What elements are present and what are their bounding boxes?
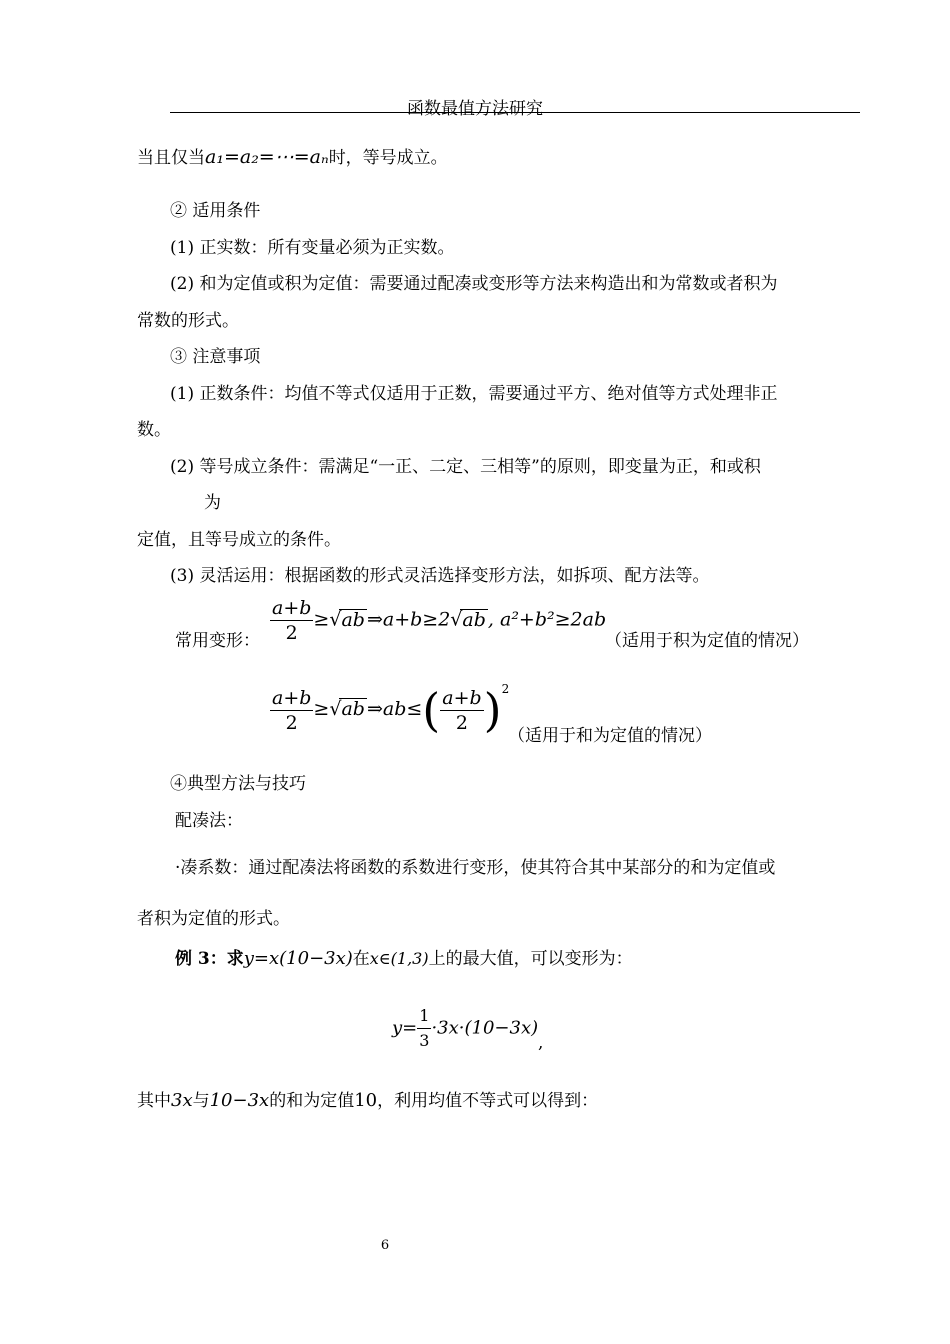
exponent: 2 bbox=[501, 682, 510, 696]
note-3: (3) 灵活运用：根据函数的形式灵活选择变形方法，如拆项、配方法等。 bbox=[170, 566, 710, 586]
fraction-denominator: 2 bbox=[285, 622, 298, 644]
page-header: 函数最值方法研究 bbox=[407, 99, 543, 119]
paragraph-sum-fixed bbox=[137, 1090, 598, 1112]
sqrt-icon: √ bbox=[329, 698, 342, 720]
text: ，利用均值不等式可以得到： bbox=[377, 1091, 599, 1111]
fraction-numerator: a+b bbox=[272, 597, 312, 619]
formula-2-note: （适用于和为定值的情况） bbox=[508, 726, 712, 746]
math-10-minus-3x: 10−3x bbox=[209, 1090, 270, 1111]
fraction-numerator: 1 bbox=[417, 1004, 431, 1029]
condition-2-line1: (2) 和为定值或积为定值：需要通过配凑或变形等方法来构造出和为常数或者积为 bbox=[170, 274, 778, 294]
note-2-line1: (2) 等号成立条件：需满足“一正、二定、三相等”的原则，即变量为正，和或积 bbox=[170, 457, 761, 477]
formula-1-note: （适用于积为定值的情况） bbox=[605, 631, 809, 651]
text: 的和为定值 bbox=[269, 1091, 355, 1111]
fraction-denominator: 2 bbox=[455, 711, 468, 734]
note-2-line3: 定值，且等号成立的条件。 bbox=[137, 530, 341, 550]
formula-sum-fixed bbox=[270, 682, 509, 735]
section-typical-methods: ④典型方法与技巧 bbox=[170, 774, 306, 794]
example-colon: ：求 bbox=[209, 949, 244, 969]
formula-product-fixed bbox=[270, 596, 606, 645]
sqrt-icon: √ bbox=[329, 608, 342, 631]
section-applicable-conditions: ② 适用条件 bbox=[170, 201, 261, 221]
implication: ⇒a+b≥2 bbox=[366, 608, 451, 631]
right-paren-icon: ) bbox=[483, 683, 502, 737]
fraction-denominator: 3 bbox=[419, 1031, 430, 1050]
coefficient-line2: 者积为定值的形式。 bbox=[137, 909, 290, 929]
fraction bbox=[417, 1004, 431, 1053]
text: 与 bbox=[192, 1091, 210, 1111]
note-2-line2: 为 bbox=[204, 493, 221, 513]
example-domain: x∈(1,3) bbox=[369, 949, 429, 968]
condition-1: (1) 正实数：所有变量必须为正实数。 bbox=[170, 238, 455, 258]
note-1-line1: (1) 正数条件：均值不等式仅适用于正数，需要通过平方、绝对值等方式处理非正 bbox=[170, 384, 778, 404]
ge-symbol: ≥ bbox=[313, 608, 330, 631]
paragraph-equality-condition bbox=[137, 146, 448, 169]
text: 时，等号成立。 bbox=[328, 148, 448, 168]
fraction-denominator: 2 bbox=[285, 711, 298, 734]
equation-lhs: y= bbox=[392, 1017, 418, 1039]
implication: ⇒ab≤ bbox=[366, 698, 423, 720]
sqrt-icon: √ bbox=[450, 608, 463, 631]
text: 上的最大值，可以变形为： bbox=[428, 949, 633, 969]
common-transform-label: 常用变形： bbox=[175, 631, 260, 651]
fraction bbox=[270, 596, 313, 645]
text: 在 bbox=[352, 949, 370, 969]
equation-rhs: ·3x·(10−3x) bbox=[431, 1017, 539, 1039]
section-notes: ③ 注意事项 bbox=[170, 347, 261, 367]
condition-2-line2: 常数的形式。 bbox=[137, 311, 239, 331]
ge-symbol: ≥ bbox=[313, 698, 330, 720]
fraction-numerator: a+b bbox=[442, 686, 482, 709]
example-function: y=x(10−3x) bbox=[243, 948, 353, 969]
page-number: 6 bbox=[380, 1238, 390, 1253]
transformed-equation bbox=[392, 1004, 538, 1053]
text: 其中 bbox=[137, 1091, 171, 1111]
math-equal-terms: a₁=a₂=⋯=aₙ bbox=[205, 146, 329, 168]
coefficient-line1: ·凑系数：通过配凑法将函数的系数进行变形，使其符合其中某部分的和为定值或 bbox=[175, 858, 776, 878]
note-1-line2: 数。 bbox=[137, 420, 171, 440]
fraction-numerator: a+b bbox=[272, 686, 312, 709]
left-paren-icon: ( bbox=[422, 683, 441, 737]
sqrt-radicand: ab bbox=[341, 608, 365, 631]
equation-comma: , bbox=[538, 1033, 544, 1053]
sqrt-radicand: ab bbox=[341, 698, 365, 720]
fraction bbox=[440, 686, 483, 735]
fraction bbox=[270, 686, 313, 735]
sqrt-radicand: ab bbox=[462, 608, 486, 631]
example-3 bbox=[175, 948, 633, 970]
header-rule bbox=[170, 112, 860, 113]
text: 当且仅当 bbox=[137, 148, 205, 168]
method-peicou: 配凑法： bbox=[175, 811, 243, 831]
math-10: 10 bbox=[354, 1090, 378, 1111]
formula-tail: , a²+b²≥2ab bbox=[487, 608, 607, 631]
math-3x: 3x bbox=[171, 1090, 193, 1111]
example-label: 例 3 bbox=[175, 949, 210, 969]
